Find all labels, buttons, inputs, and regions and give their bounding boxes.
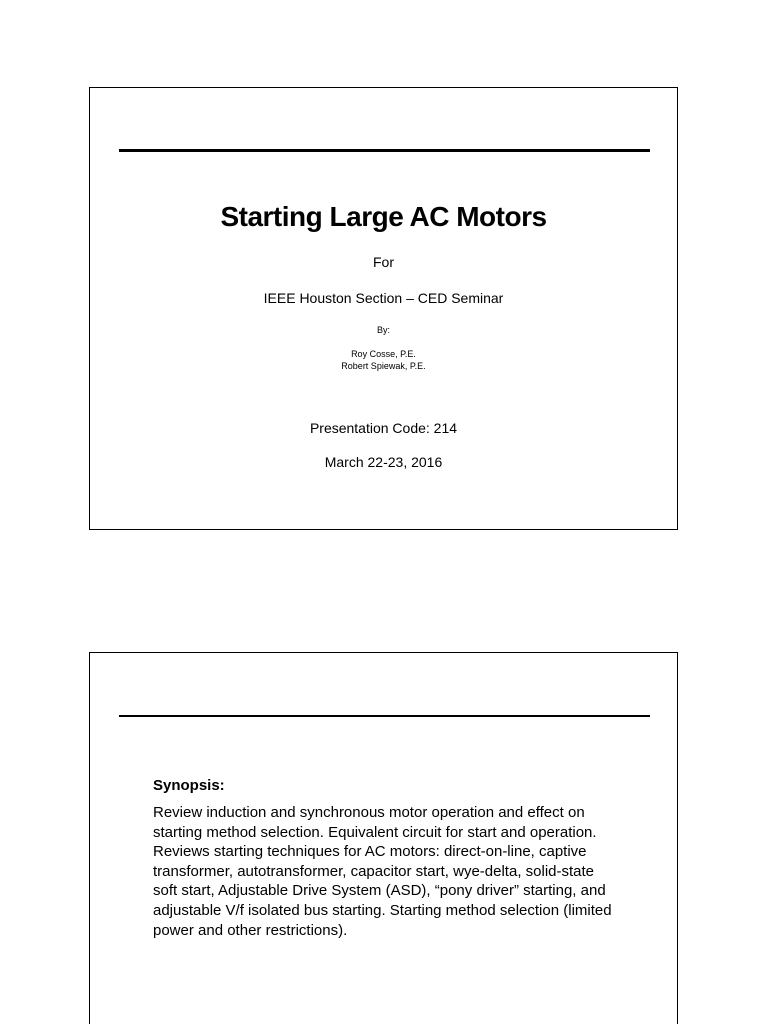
- title-divider: [119, 149, 650, 152]
- title-slide: [89, 87, 678, 530]
- for-label: For: [373, 254, 394, 270]
- author-name: Roy Cosse, P.E.: [351, 349, 416, 359]
- presentation-title: Starting Large AC Motors: [220, 201, 547, 232]
- synopsis-heading: Synopsis:: [153, 777, 225, 794]
- presentation-code: Presentation Code: 214: [309, 420, 458, 436]
- author-name: Robert Spiewak, P.E.: [341, 361, 426, 371]
- presentation-date: March 22-23, 2016: [324, 454, 443, 470]
- synopsis-text: Review induction and synchronous motor operation and effect on starting method selection. Equivalent circuit for start and operation. Reviews starting techniques for AC motors: direct-on-line, captive transformer, autotransformer, capacitor start, wye-delta, solid-state soft start, Adjustable Drive System (ASD), “pony driver” starting, and adjustable V/f isolated bus starting. Starting method selection (limited power and other restrictions).: [153, 804, 612, 939]
- synopsis-divider: [119, 715, 650, 717]
- seminar-name: IEEE Houston Section – CED Seminar: [263, 290, 504, 306]
- by-label: By:: [376, 325, 390, 335]
- synopsis-slide: [89, 652, 678, 1024]
